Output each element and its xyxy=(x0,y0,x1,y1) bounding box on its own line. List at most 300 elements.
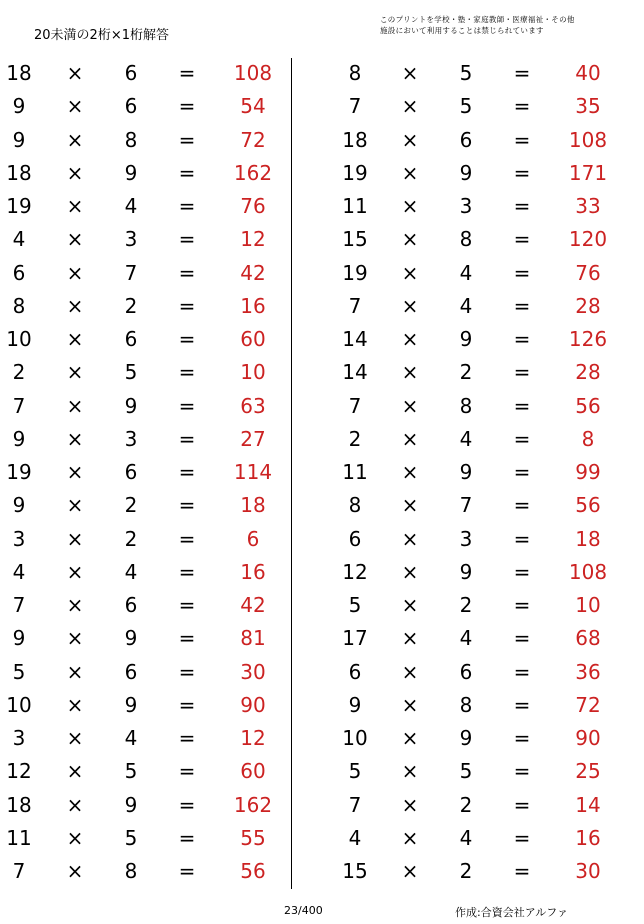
problem-row xyxy=(0,290,300,323)
equals-sign: = xyxy=(178,859,196,883)
problem-row xyxy=(0,356,300,389)
equals-sign: = xyxy=(178,127,196,152)
multiplier: 9 xyxy=(459,160,473,185)
multiplicand: 9 xyxy=(12,94,26,119)
multiplicand: 7 xyxy=(12,859,26,883)
times-sign: × xyxy=(401,94,419,119)
multiplicand: 19 xyxy=(342,260,368,285)
equals-sign: = xyxy=(513,460,531,484)
answer: 25 xyxy=(575,759,601,784)
times-sign: × xyxy=(401,626,419,651)
multiplicand: 2 xyxy=(12,360,26,385)
multiplier: 9 xyxy=(459,460,473,484)
answer: 30 xyxy=(240,659,266,684)
multiplier: 3 xyxy=(124,227,138,252)
equals-sign: = xyxy=(513,726,531,750)
multiplicand: 14 xyxy=(342,360,368,385)
equals-sign: = xyxy=(178,327,196,351)
page-title: 20未満の2桁×1桁解答 xyxy=(34,28,169,43)
times-sign: × xyxy=(401,859,419,883)
multiplicand: 9 xyxy=(348,692,362,717)
problem-row xyxy=(0,556,300,589)
equals-sign: = xyxy=(178,526,196,551)
answer: 90 xyxy=(240,692,266,717)
times-sign: × xyxy=(66,559,84,584)
problem-row xyxy=(320,822,620,855)
multiplicand: 4 xyxy=(348,825,362,850)
problem-row xyxy=(320,489,620,522)
problem-row xyxy=(320,556,620,589)
multiplier: 8 xyxy=(459,692,473,717)
answer: 10 xyxy=(240,360,266,385)
answer: 120 xyxy=(568,227,608,252)
multiplicand: 9 xyxy=(12,127,26,152)
times-sign: × xyxy=(401,526,419,551)
multiplier: 2 xyxy=(124,493,138,518)
answer: 14 xyxy=(575,792,601,817)
times-sign: × xyxy=(66,526,84,551)
problem-row xyxy=(320,855,620,888)
equals-sign: = xyxy=(178,94,196,119)
multiplier: 4 xyxy=(459,293,473,318)
problem-column-right xyxy=(320,57,620,888)
multiplicand: 17 xyxy=(342,626,368,651)
problem-row xyxy=(0,90,300,123)
multiplier: 6 xyxy=(459,659,473,684)
equals-sign: = xyxy=(178,659,196,684)
times-sign: × xyxy=(66,759,84,784)
multiplicand: 12 xyxy=(6,759,32,784)
equals-sign: = xyxy=(178,726,196,750)
equals-sign: = xyxy=(513,626,531,651)
equals-sign: = xyxy=(178,593,196,617)
answer: 16 xyxy=(240,559,266,584)
equals-sign: = xyxy=(178,160,196,185)
answer: 36 xyxy=(575,659,601,684)
multiplicand: 6 xyxy=(12,260,26,285)
problem-row xyxy=(0,789,300,822)
multiplicand: 19 xyxy=(6,194,32,218)
problem-row xyxy=(320,523,620,556)
answer: 63 xyxy=(240,393,266,418)
multiplier: 2 xyxy=(459,360,473,385)
equals-sign: = xyxy=(513,426,531,451)
problem-row xyxy=(0,822,300,855)
equals-sign: = xyxy=(513,493,531,518)
equals-sign: = xyxy=(178,792,196,817)
multiplier: 9 xyxy=(124,692,138,717)
problem-row xyxy=(320,423,620,456)
answer: 56 xyxy=(240,859,266,883)
problem-row xyxy=(0,755,300,788)
answer: 99 xyxy=(575,460,601,484)
multiplier: 4 xyxy=(124,194,138,218)
multiplier: 4 xyxy=(459,426,473,451)
times-sign: × xyxy=(66,393,84,418)
multiplicand: 7 xyxy=(12,593,26,617)
multiplicand: 19 xyxy=(6,460,32,484)
multiplicand: 18 xyxy=(342,127,368,152)
answer: 60 xyxy=(240,327,266,351)
multiplier: 9 xyxy=(459,726,473,750)
times-sign: × xyxy=(401,659,419,684)
answer: 12 xyxy=(240,227,266,252)
times-sign: × xyxy=(401,360,419,385)
multiplier: 6 xyxy=(124,593,138,617)
times-sign: × xyxy=(66,593,84,617)
problem-row xyxy=(0,323,300,356)
answer: 30 xyxy=(575,859,601,883)
problem-row xyxy=(320,90,620,123)
answer: 162 xyxy=(233,792,273,817)
times-sign: × xyxy=(66,227,84,252)
answer: 33 xyxy=(575,194,601,218)
times-sign: × xyxy=(401,127,419,152)
multiplier: 5 xyxy=(124,360,138,385)
times-sign: × xyxy=(401,559,419,584)
multiplicand: 6 xyxy=(348,526,362,551)
times-sign: × xyxy=(401,227,419,252)
equals-sign: = xyxy=(513,260,531,285)
answer: 42 xyxy=(240,593,266,617)
answer: 54 xyxy=(240,94,266,119)
equals-sign: = xyxy=(178,194,196,218)
times-sign: × xyxy=(401,426,419,451)
times-sign: × xyxy=(401,460,419,484)
multiplier: 2 xyxy=(459,792,473,817)
usage-notice xyxy=(380,14,630,36)
equals-sign: = xyxy=(513,825,531,850)
equals-sign: = xyxy=(178,493,196,518)
multiplicand: 15 xyxy=(342,859,368,883)
multiplier: 6 xyxy=(124,94,138,119)
times-sign: × xyxy=(401,293,419,318)
answer: 60 xyxy=(240,759,266,784)
times-sign: × xyxy=(401,726,419,750)
times-sign: × xyxy=(401,692,419,717)
equals-sign: = xyxy=(513,160,531,185)
multiplier: 8 xyxy=(459,227,473,252)
times-sign: × xyxy=(66,692,84,717)
times-sign: × xyxy=(66,194,84,218)
multiplier: 4 xyxy=(124,726,138,750)
equals-sign: = xyxy=(178,692,196,717)
problem-row xyxy=(320,124,620,157)
problem-row xyxy=(0,523,300,556)
answer: 56 xyxy=(575,493,601,518)
equals-sign: = xyxy=(513,360,531,385)
multiplier: 9 xyxy=(459,559,473,584)
multiplicand: 11 xyxy=(342,460,368,484)
equals-sign: = xyxy=(513,526,531,551)
multiplier: 6 xyxy=(124,460,138,484)
answer: 68 xyxy=(575,626,601,651)
answer: 108 xyxy=(568,559,608,584)
answer: 35 xyxy=(575,94,601,119)
times-sign: × xyxy=(401,327,419,351)
multiplier: 8 xyxy=(124,127,138,152)
answer: 171 xyxy=(568,160,608,185)
problem-row xyxy=(0,489,300,522)
problem-row xyxy=(320,755,620,788)
problem-row xyxy=(0,722,300,755)
equals-sign: = xyxy=(178,227,196,252)
times-sign: × xyxy=(66,160,84,185)
answer: 16 xyxy=(240,293,266,318)
multiplier: 6 xyxy=(459,127,473,152)
problem-row xyxy=(0,190,300,223)
multiplicand: 3 xyxy=(12,726,26,750)
problem-row xyxy=(0,157,300,190)
problem-row xyxy=(320,622,620,655)
problem-row xyxy=(320,290,620,323)
answer: 72 xyxy=(240,127,266,152)
multiplier: 4 xyxy=(459,825,473,850)
problem-row xyxy=(320,656,620,689)
multiplier: 9 xyxy=(124,160,138,185)
problem-row xyxy=(320,689,620,722)
multiplier: 3 xyxy=(459,194,473,218)
multiplicand: 19 xyxy=(342,160,368,185)
multiplicand: 8 xyxy=(348,493,362,518)
times-sign: × xyxy=(66,426,84,451)
multiplicand: 14 xyxy=(342,327,368,351)
times-sign: × xyxy=(66,659,84,684)
problem-row xyxy=(0,257,300,290)
times-sign: × xyxy=(401,593,419,617)
problem-row xyxy=(0,689,300,722)
answer: 18 xyxy=(240,493,266,518)
multiplicand: 3 xyxy=(12,526,26,551)
answer: 56 xyxy=(575,393,601,418)
equals-sign: = xyxy=(513,593,531,617)
multiplicand: 7 xyxy=(348,792,362,817)
multiplicand: 8 xyxy=(12,293,26,318)
problem-row xyxy=(320,157,620,190)
answer: 6 xyxy=(246,526,260,551)
problem-row xyxy=(0,589,300,622)
multiplier: 4 xyxy=(124,559,138,584)
multiplicand: 2 xyxy=(348,426,362,451)
problem-row xyxy=(320,789,620,822)
problem-row xyxy=(0,423,300,456)
problem-row xyxy=(0,57,300,90)
multiplicand: 9 xyxy=(12,626,26,651)
answer: 76 xyxy=(575,260,601,285)
multiplicand: 10 xyxy=(6,692,32,717)
multiplier: 9 xyxy=(124,393,138,418)
column-divider xyxy=(291,58,292,889)
problem-row xyxy=(320,223,620,256)
answer: 12 xyxy=(240,726,266,750)
equals-sign: = xyxy=(178,293,196,318)
multiplier: 5 xyxy=(459,759,473,784)
answer: 114 xyxy=(233,460,273,484)
usage-notice-line-1: このプリントを学校・塾・家庭教師・医療福祉・その他 xyxy=(380,15,575,24)
problem-row xyxy=(0,855,300,888)
multiplicand: 9 xyxy=(12,493,26,518)
problem-row xyxy=(0,124,300,157)
multiplicand: 5 xyxy=(348,593,362,617)
times-sign: × xyxy=(401,759,419,784)
problem-row xyxy=(320,390,620,423)
times-sign: × xyxy=(66,327,84,351)
equals-sign: = xyxy=(513,559,531,584)
equals-sign: = xyxy=(513,759,531,784)
multiplier: 8 xyxy=(124,859,138,883)
multiplier: 2 xyxy=(459,593,473,617)
equals-sign: = xyxy=(513,327,531,351)
times-sign: × xyxy=(66,61,84,85)
multiplier: 3 xyxy=(459,526,473,551)
problem-row xyxy=(320,57,620,90)
problem-row xyxy=(320,589,620,622)
multiplicand: 5 xyxy=(12,659,26,684)
answer: 27 xyxy=(240,426,266,451)
problem-row xyxy=(320,257,620,290)
times-sign: × xyxy=(66,726,84,750)
answer: 8 xyxy=(581,426,595,451)
multiplicand: 18 xyxy=(6,160,32,185)
multiplier: 5 xyxy=(459,61,473,85)
multiplier: 9 xyxy=(124,792,138,817)
equals-sign: = xyxy=(513,792,531,817)
answer: 90 xyxy=(575,726,601,750)
multiplicand: 10 xyxy=(6,327,32,351)
multiplier: 6 xyxy=(124,659,138,684)
multiplicand: 9 xyxy=(12,426,26,451)
multiplier: 8 xyxy=(459,393,473,418)
usage-notice-line-2: 施設において利用することは禁じられています xyxy=(380,26,544,35)
multiplicand: 11 xyxy=(342,194,368,218)
equals-sign: = xyxy=(513,659,531,684)
multiplier: 2 xyxy=(124,293,138,318)
multiplicand: 4 xyxy=(12,227,26,252)
multiplier: 4 xyxy=(459,626,473,651)
multiplicand: 6 xyxy=(348,659,362,684)
multiplier: 6 xyxy=(124,61,138,85)
answer: 40 xyxy=(575,61,601,85)
multiplier: 4 xyxy=(459,260,473,285)
multiplier: 5 xyxy=(124,825,138,850)
multiplier: 5 xyxy=(459,94,473,119)
problem-row xyxy=(320,456,620,489)
times-sign: × xyxy=(401,393,419,418)
problem-row xyxy=(0,456,300,489)
times-sign: × xyxy=(66,94,84,119)
multiplicand: 11 xyxy=(6,825,32,850)
times-sign: × xyxy=(401,194,419,218)
times-sign: × xyxy=(66,293,84,318)
problem-row xyxy=(0,223,300,256)
multiplicand: 7 xyxy=(348,393,362,418)
times-sign: × xyxy=(401,260,419,285)
answer: 76 xyxy=(240,194,266,218)
equals-sign: = xyxy=(513,393,531,418)
equals-sign: = xyxy=(513,859,531,883)
times-sign: × xyxy=(66,792,84,817)
equals-sign: = xyxy=(513,293,531,318)
multiplicand: 18 xyxy=(6,61,32,85)
answer: 16 xyxy=(575,825,601,850)
multiplicand: 10 xyxy=(342,726,368,750)
equals-sign: = xyxy=(178,360,196,385)
times-sign: × xyxy=(66,127,84,152)
multiplier: 7 xyxy=(124,260,138,285)
answer: 126 xyxy=(568,327,608,351)
multiplier: 3 xyxy=(124,426,138,451)
times-sign: × xyxy=(66,493,84,518)
times-sign: × xyxy=(66,825,84,850)
multiplicand: 8 xyxy=(348,61,362,85)
times-sign: × xyxy=(401,61,419,85)
answer: 108 xyxy=(233,61,273,85)
times-sign: × xyxy=(401,493,419,518)
answer: 10 xyxy=(575,593,601,617)
multiplicand: 7 xyxy=(12,393,26,418)
answer: 42 xyxy=(240,260,266,285)
multiplicand: 4 xyxy=(12,559,26,584)
times-sign: × xyxy=(66,360,84,385)
equals-sign: = xyxy=(513,94,531,119)
answer: 18 xyxy=(575,526,601,551)
multiplier: 2 xyxy=(124,526,138,551)
equals-sign: = xyxy=(513,194,531,218)
problem-row xyxy=(320,323,620,356)
author-credit: 作成:合資会社アルファ xyxy=(455,906,569,919)
equals-sign: = xyxy=(513,692,531,717)
problem-row xyxy=(0,622,300,655)
equals-sign: = xyxy=(513,127,531,152)
problem-row xyxy=(0,390,300,423)
equals-sign: = xyxy=(178,759,196,784)
multiplier: 9 xyxy=(459,327,473,351)
page-number: 23/400 xyxy=(284,904,323,917)
times-sign: × xyxy=(66,859,84,883)
answer: 81 xyxy=(240,626,266,651)
answer: 28 xyxy=(575,360,601,385)
answer: 55 xyxy=(240,825,266,850)
times-sign: × xyxy=(66,260,84,285)
equals-sign: = xyxy=(178,393,196,418)
multiplicand: 18 xyxy=(6,792,32,817)
times-sign: × xyxy=(401,825,419,850)
multiplier: 9 xyxy=(124,626,138,651)
equals-sign: = xyxy=(178,825,196,850)
equals-sign: = xyxy=(178,426,196,451)
problem-row xyxy=(0,656,300,689)
multiplicand: 7 xyxy=(348,94,362,119)
answer: 72 xyxy=(575,692,601,717)
equals-sign: = xyxy=(178,460,196,484)
times-sign: × xyxy=(66,460,84,484)
multiplier: 7 xyxy=(459,493,473,518)
equals-sign: = xyxy=(178,626,196,651)
equals-sign: = xyxy=(178,559,196,584)
multiplier: 6 xyxy=(124,327,138,351)
answer: 162 xyxy=(233,160,273,185)
multiplicand: 12 xyxy=(342,559,368,584)
multiplicand: 7 xyxy=(348,293,362,318)
times-sign: × xyxy=(401,792,419,817)
equals-sign: = xyxy=(178,260,196,285)
multiplicand: 5 xyxy=(348,759,362,784)
times-sign: × xyxy=(401,160,419,185)
answer: 108 xyxy=(568,127,608,152)
multiplicand: 15 xyxy=(342,227,368,252)
problem-column-left xyxy=(0,57,300,888)
equals-sign: = xyxy=(178,61,196,85)
